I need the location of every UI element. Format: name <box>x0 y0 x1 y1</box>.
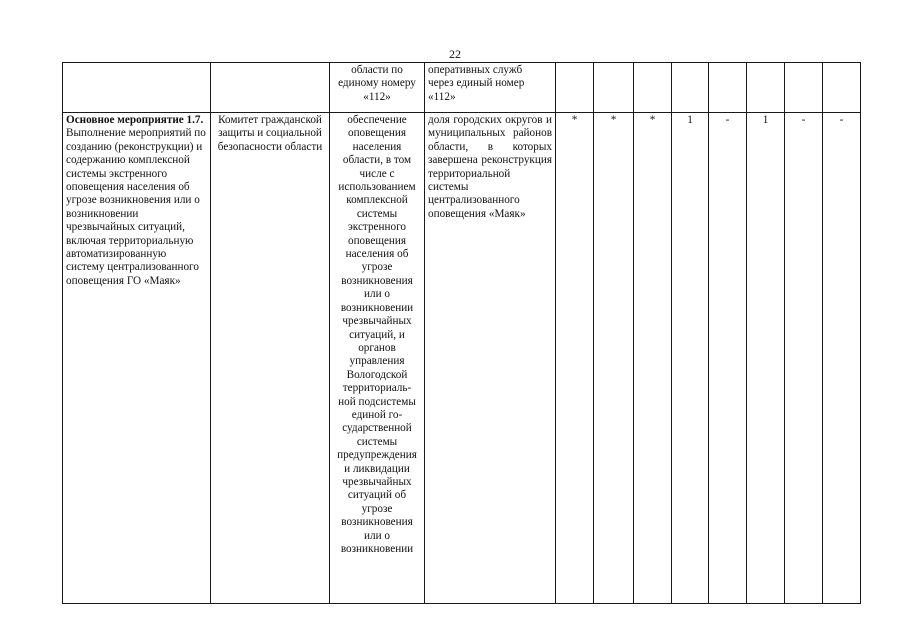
value-cell: 1 <box>747 113 785 604</box>
measure-row <box>63 113 861 604</box>
value-cell <box>634 63 672 113</box>
value-cell: - <box>785 113 823 604</box>
value-cell <box>556 63 594 113</box>
executor-cell-empty <box>211 63 330 113</box>
measure-title-cell <box>63 113 211 604</box>
program-table <box>62 62 861 604</box>
value-cell <box>747 63 785 113</box>
measure-number: Основное мероприятие 1.7. <box>66 114 204 126</box>
value-cell <box>785 63 823 113</box>
value-cell <box>672 63 709 113</box>
indicator-cell: доля городских округов и муниципальных районов области, в которых завершена реконструкция территориальной системы централизованного оповещения «Маяк» <box>425 113 556 604</box>
value-cell <box>594 63 634 113</box>
measure-description: Выполнение мероприятий по созданию (реконструкции) и содержанию комплексной системы экстренного оповещения населения об угрозе возникновения или о возникновении чрезвычайных ситуаций, включая территориальную автоматизированную систему централизованного оповещения ГО «Маяк» <box>66 127 206 287</box>
page-number: 22 <box>449 47 461 61</box>
executor-cell: Комитет гражданской защиты и социальной безопасности области <box>211 113 330 604</box>
value-cell: * <box>594 113 634 604</box>
value-cell: - <box>709 113 747 604</box>
continuation-row <box>63 63 861 113</box>
value-cell: * <box>556 113 594 604</box>
measure-cell-empty <box>63 63 211 113</box>
indicator-cell: оперативных служб через единый номер «112» <box>425 63 556 113</box>
value-cell: - <box>823 113 861 604</box>
value-cell: 1 <box>672 113 709 604</box>
result-cell: обеспечение оповещения населения области, в том числе с использованием комплексной системы экстренного оповещения населения об угрозе возникновения или о возникновении чрезвычайных ситуаций, и органов управления Вологодской территориаль- ной подсистемы единой го- сударственной системы предупреждения и ликвидации чрезвычайных ситуаций об угрозе возникновения или о возникновении <box>330 113 425 604</box>
result-cell: области по единому номеру «112» <box>330 63 425 113</box>
value-cell: * <box>634 113 672 604</box>
value-cell <box>709 63 747 113</box>
value-cell <box>823 63 861 113</box>
